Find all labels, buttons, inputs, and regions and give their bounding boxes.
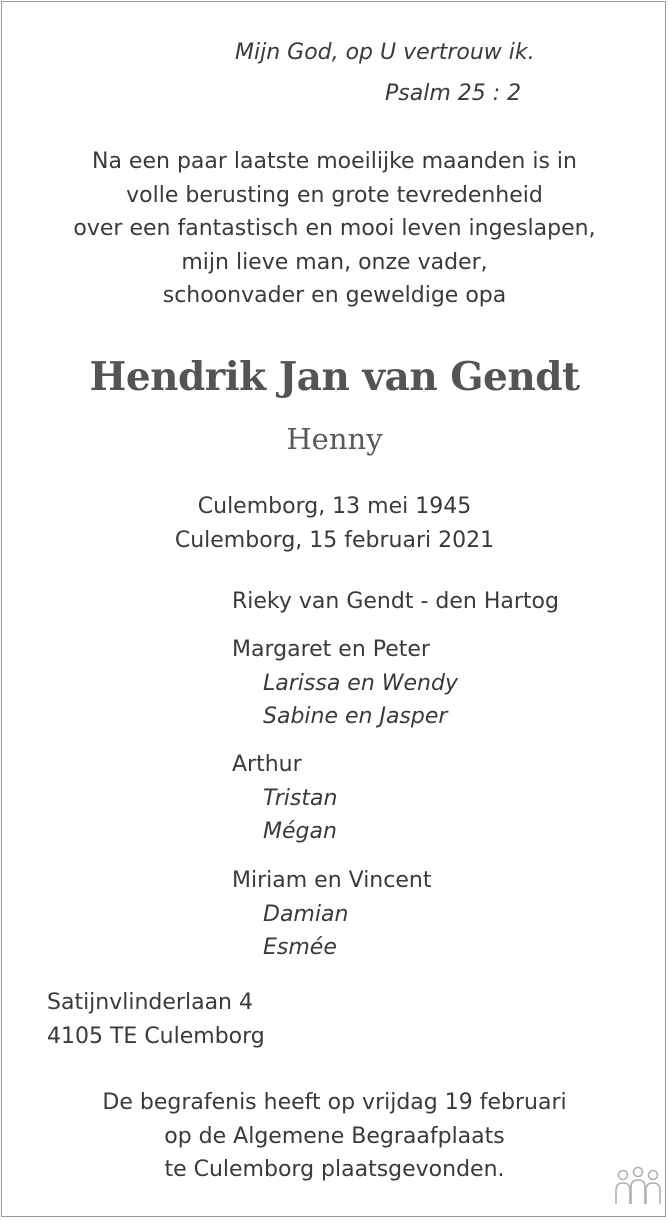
intro-text	[2, 145, 667, 313]
obituary-card	[1, 1, 666, 1217]
intro-line: volle berusting en grote tevredenheid	[126, 182, 543, 208]
funeral-line: te Culemborg plaatsgevonden.	[164, 1157, 505, 1182]
grandchild: Larissa en Wendy	[263, 670, 458, 696]
deceased-nickname: Henny	[286, 422, 383, 456]
funeral-notice	[2, 1086, 667, 1187]
grandchild: Damian	[263, 901, 349, 927]
grandchild: Esmée	[263, 935, 337, 960]
motto-reference: Psalm 25 : 2	[385, 81, 522, 106]
grandchild: Tristan	[263, 785, 338, 811]
deceased-name: Hendrik Jan van Gendt	[89, 354, 580, 400]
funeral-line: op de Algemene Begraafplaats	[164, 1123, 505, 1149]
family-member: Rieky van Gendt - den Hartog	[232, 589, 559, 614]
family-member: Margaret en Peter	[232, 637, 430, 662]
funeral-line: De begrafenis heeft op vrijdag 19 februari	[102, 1090, 567, 1115]
family-group	[232, 864, 431, 965]
family-group	[232, 585, 559, 619]
grandchild: Mégan	[263, 819, 337, 844]
family-member: Arthur	[232, 752, 302, 777]
death-date: Culemborg, 15 februari 2021	[174, 527, 495, 553]
intro-line: Na een paar laatste moeilijke maanden is in	[92, 149, 577, 174]
family-member: Miriam en Vincent	[232, 868, 432, 893]
address-city: 4105 TE Culemborg	[47, 1023, 265, 1049]
intro-line: over een fantastisch en mooi leven ingeslapen,	[73, 216, 596, 241]
family-group	[232, 748, 337, 849]
address-street: Satijnvlinderlaan 4	[47, 990, 253, 1015]
family-icon	[613, 1166, 663, 1208]
intro-line: schoonvader en geweldige opa	[162, 283, 507, 308]
motto-line: Mijn God, op U vertrouw ik.	[235, 40, 535, 65]
address	[47, 986, 265, 1053]
life-dates	[2, 490, 667, 557]
grandchild: Sabine en Jasper	[263, 704, 448, 729]
intro-line: mijn lieve man, onze vader,	[181, 249, 488, 275]
birth-date: Culemborg, 13 mei 1945	[197, 494, 472, 519]
family-group	[232, 633, 458, 734]
